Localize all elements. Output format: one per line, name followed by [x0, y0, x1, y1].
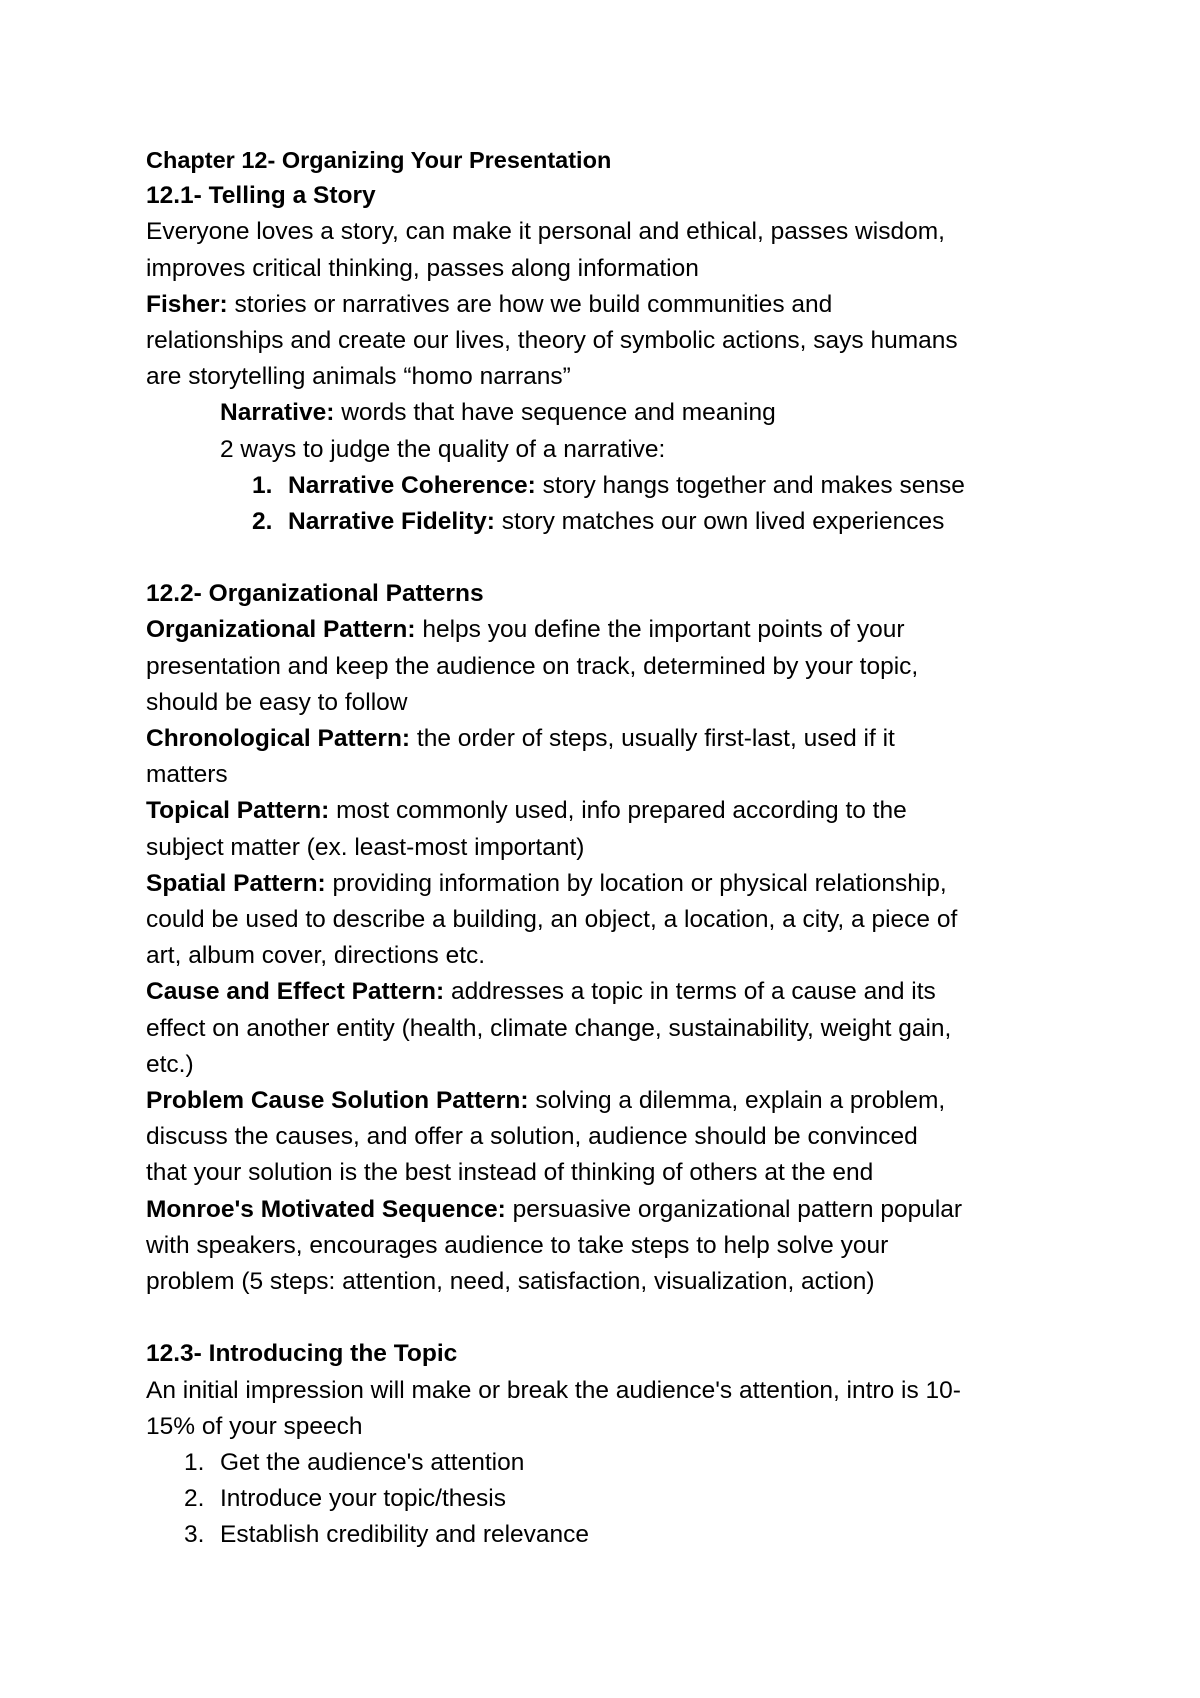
paragraph-line: with speakers, encourages audience to take steps to help solve your [146, 1231, 889, 1259]
list-item [146, 1481, 1086, 1517]
paragraph-line: should be easy to follow [146, 688, 408, 716]
paragraph-line: presentation and keep the audience on track, determined by your topic, [146, 652, 919, 680]
paragraph-line: 15% of your speech [146, 1412, 363, 1440]
definition-monroes-motivated-sequence [146, 1192, 1086, 1228]
term: Fisher: [146, 290, 228, 318]
definition-spatial-pattern [146, 866, 1086, 902]
list-item [146, 1517, 1086, 1553]
definition-text: helps you define the important points of your [415, 616, 905, 644]
list-number: 3. [184, 1521, 205, 1549]
paragraph-line: subject matter (ex. least-most important) [146, 833, 585, 861]
section-heading-12-1: 12.1- Telling a Story [146, 182, 376, 210]
definition-text: solving a dilemma, explain a problem, [528, 1087, 946, 1115]
list-number: 2. [184, 1485, 205, 1513]
list-item [146, 1445, 1086, 1481]
paragraph-line: art, album cover, directions etc. [146, 942, 486, 970]
definition-text: stories or narratives are how we build communities and [227, 290, 833, 318]
paragraph-line: improves critical thinking, passes along information [146, 254, 699, 282]
list-text: Establish credibility and relevance [220, 1521, 590, 1549]
document-page [146, 142, 1086, 1554]
paragraph-line: matters [146, 761, 228, 789]
chapter-title: Chapter 12- Organizing Your Presentation [146, 147, 612, 173]
definition-text: providing information by location or physical relationship, [325, 869, 947, 897]
paragraph-line: relationships and create our lives, theory of symbolic actions, says humans [146, 327, 958, 355]
definition-text: addresses a topic in terms of a cause and its [444, 978, 936, 1006]
paragraph-line: problem (5 steps: attention, need, satisfaction, visualization, action) [146, 1268, 875, 1296]
spacer [146, 1300, 1086, 1336]
list-number: 1. [184, 1448, 205, 1476]
definition-text: story matches our own lived experiences [494, 508, 945, 536]
paragraph-line: are storytelling animals “homo narrans” [146, 363, 571, 391]
definition-text: persuasive organizational pattern popular [505, 1195, 963, 1223]
list-text: Introduce your topic/thesis [220, 1485, 506, 1513]
definition-text: most commonly used, info prepared according to the [329, 797, 907, 825]
paragraph-line: An initial impression will make or break the audience's attention, intro is 10- [146, 1376, 961, 1404]
paragraph-line: 2 ways to judge the quality of a narrative: [220, 435, 666, 463]
list-item [146, 504, 1086, 540]
list-number: 1. [252, 471, 273, 499]
section-heading-12-2: 12.2- Organizational Patterns [146, 580, 484, 608]
paragraph-line: etc.) [146, 1050, 194, 1078]
term: Spatial Pattern: [146, 869, 326, 897]
term: Topical Pattern: [146, 797, 330, 825]
definition-organizational-pattern [146, 612, 1086, 648]
paragraph-line: Everyone loves a story, can make it personal and ethical, passes wisdom, [146, 218, 945, 246]
list-number: 2. [252, 508, 273, 536]
definition-text: the order of steps, usually first-last, used if it [410, 725, 895, 753]
definition-problem-cause-solution [146, 1083, 1086, 1119]
list-text: Get the audience's attention [220, 1448, 525, 1476]
term: Organizational Pattern: [146, 616, 416, 644]
section-heading-12-3: 12.3- Introducing the Topic [146, 1340, 458, 1368]
definition-narrative [146, 395, 1086, 431]
term: Problem Cause Solution Pattern: [146, 1087, 529, 1115]
definition-fisher [146, 287, 1086, 323]
paragraph-line: discuss the causes, and offer a solution, audience should be convinced [146, 1123, 918, 1151]
term: Monroe's Motivated Sequence: [146, 1195, 506, 1223]
spacer [146, 540, 1086, 576]
term: Narrative Coherence: [288, 471, 536, 499]
list-item [146, 468, 1086, 504]
definition-text: story hangs together and makes sense [535, 471, 965, 499]
definition-cause-effect-pattern [146, 974, 1086, 1010]
definition-text: words that have sequence and meaning [334, 399, 776, 427]
definition-chronological-pattern [146, 721, 1086, 757]
term: Narrative: [220, 399, 335, 427]
definition-topical-pattern [146, 793, 1086, 829]
paragraph-line: could be used to describe a building, an object, a location, a city, a piece of [146, 906, 958, 934]
term: Cause and Effect Pattern: [146, 978, 445, 1006]
term: Chronological Pattern: [146, 725, 411, 753]
paragraph-line: effect on another entity (health, climate change, sustainability, weight gain, [146, 1014, 952, 1042]
term: Narrative Fidelity: [288, 508, 495, 536]
paragraph-line: that your solution is the best instead of thinking of others at the end [146, 1159, 874, 1187]
